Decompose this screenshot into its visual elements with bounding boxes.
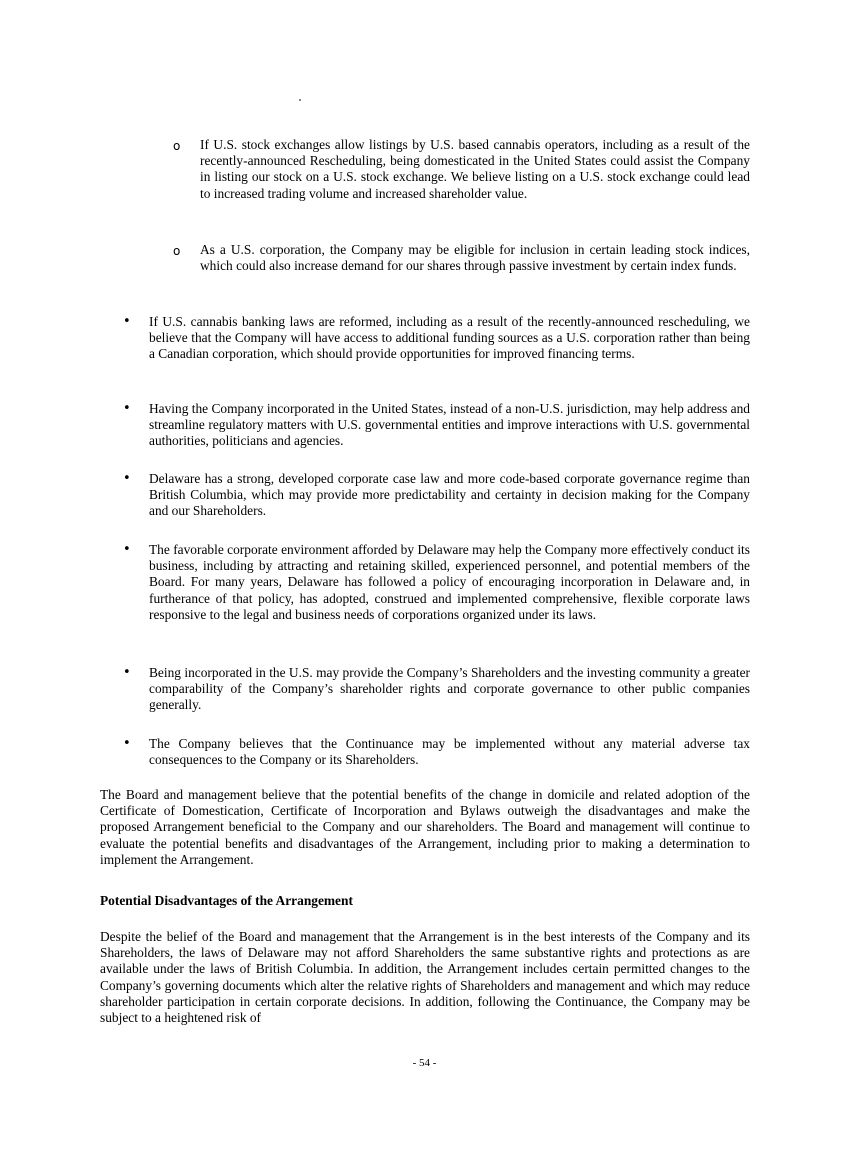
bullet-tax-consequences: The Company believes that the Continuance may be implemented without any material adverse tax consequences to the Company or its Shareholders. <box>149 736 750 768</box>
bullet-corporate-environment: The favorable corporate environment afforded by Delaware may help the Company more effectively conduct its business, including by attracting and retaining skilled, experienced personnel, and potential members of the Board. For many years, Delaware has followed a policy of encouraging incorporation in Delaware and, in furtherance of that policy, has adopted, construed and implemented comprehensive, flexible corporate laws responsive to the legal and business needs of corporations organized under its laws. <box>149 542 750 622</box>
sub-item-exchange-listing: If U.S. stock exchanges allow listings by U.S. based cannabis operators, including as a result of the recently-announced Rescheduling, being domesticated in the United States could assist the Company in listing our stock on a U.S. stock exchange. We believe listing on a U.S. stock exchange could lead to increased trading volume and increased shareholder value. <box>200 137 750 201</box>
bullet-marker: • <box>123 665 131 680</box>
bullet-banking-laws: If U.S. cannabis banking laws are reformed, including as a result of the recently-announced rescheduling, we believe that the Company will have access to additional funding sources as a U.S. corporation rather than being a Canadian corporation, which should provide opportunities for improved financing terms. <box>149 314 750 362</box>
bullet-marker: • <box>123 542 131 557</box>
bullet-marker: • <box>123 736 131 751</box>
bullet-us-incorporation: Having the Company incorporated in the United States, instead of a non-U.S. jurisdiction, may help address and streamline regulatory matters with U.S. governmental entities and improve interactions with U.S. governmental authorities, politicians and agencies. <box>149 401 750 449</box>
scan-speck <box>299 99 301 101</box>
bullet-marker: • <box>123 314 131 329</box>
section-heading: Potential Disadvantages of the Arrangement <box>100 893 353 908</box>
paragraph-disadvantages: Despite the belief of the Board and management that the Arrangement is in the best interests of the Company and its Shareholders, the laws of Delaware may not afford Shareholders the same substantive rights and protections as are available under the laws of British Columbia. In addition, the Arrangement includes certain permitted changes to the Company’s governing documents which alter the relative rights of Shareholders and management and which may reduce shareholder participation in certain corporate decisions. In addition, following the Continuance, the Company may be subject to a heightened risk of <box>100 929 750 1026</box>
sub-item-marker: o <box>173 139 181 153</box>
bullet-marker: • <box>123 471 131 486</box>
bullet-comparability: Being incorporated in the U.S. may provide the Company’s Shareholders and the investing community a greater comparability of the Company’s shareholder rights and corporate governance to other public companies generally. <box>149 665 750 713</box>
bullet-delaware-case-law: Delaware has a strong, developed corporate case law and more code-based corporate governance regime than British Columbia, which may provide more predictability and certainty in decision making for the Company and our Shareholders. <box>149 471 750 519</box>
paragraph-benefits-summary: The Board and management believe that the potential benefits of the change in domicile and related adoption of the Certificate of Domestication, Certificate of Incorporation and Bylaws outweigh the disadvantages and make the proposed Arrangement beneficial to the Company and our shareholders. The Board and management will continue to evaluate the potential benefits and disadvantages of the Arrangement, including prior to making a determination to implement the Arrangement. <box>100 787 750 867</box>
sub-item-marker: o <box>173 244 181 258</box>
bullet-marker: • <box>123 401 131 416</box>
sub-item-stock-indices: As a U.S. corporation, the Company may be eligible for inclusion in certain leading stock indices, which could also increase demand for our shares through passive investment by certain index funds. <box>200 242 750 274</box>
page-number: - 54 - <box>412 1057 437 1069</box>
